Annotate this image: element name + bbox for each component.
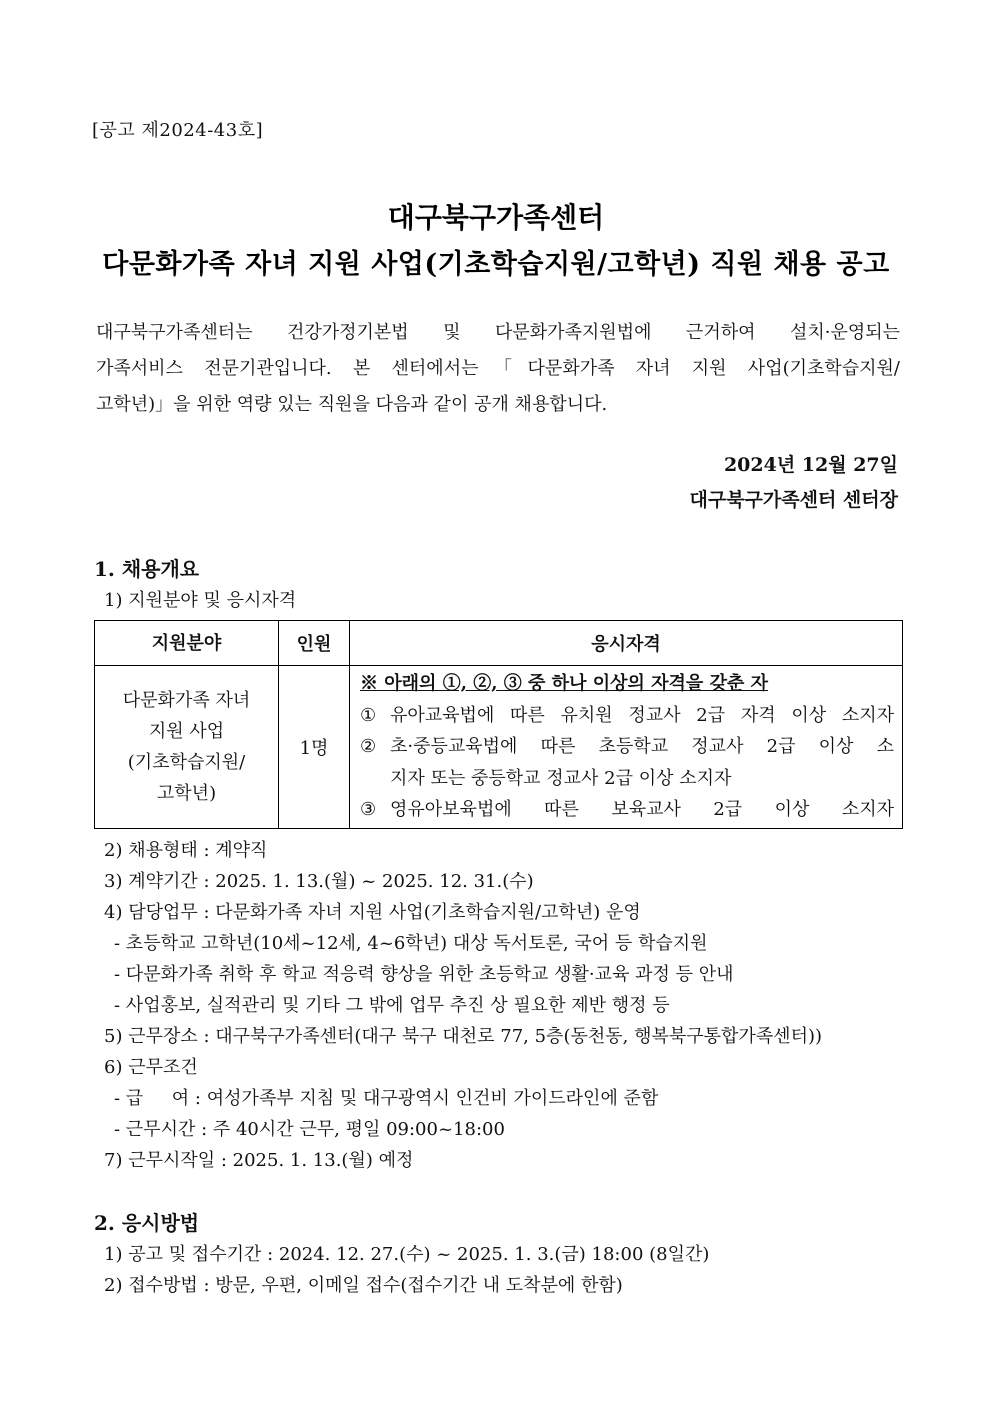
intro-line-2: 가족서비스 전문기관입니다. 본 센터에서는「다문화가족 자녀 지원 사업(기초학습지원/ xyxy=(96,358,900,379)
qualification-text-continued: 지자 또는 중등학교 정교사 2급 이상 소지자 xyxy=(390,767,732,789)
field-line: 지원 사업 xyxy=(148,720,225,742)
qualification-number: ② xyxy=(360,736,377,757)
duty-item: - 다문화가족 취학 후 학교 적응력 향상을 위한 초등학교 생활·교육 과정 등 안내 xyxy=(114,964,734,985)
qualification-number: ① xyxy=(360,704,377,726)
section-1-sub-1: 1) 지원분야 및 응시자격 xyxy=(104,590,297,611)
qualification-cell xyxy=(350,666,903,829)
work-location: 5) 근무장소 : 대구북구가족센터(대구 북구 대천로 77, 5층(동천동, 행복북구통합가족센터)) xyxy=(104,1026,823,1047)
application-method: 2) 접수방법 : 방문, 우편, 이메일 접수(접수기간 내 도착분에 한함) xyxy=(104,1275,623,1296)
qualification-text: 유아교육법에 따른 유치원 정교사 2급 자격 이상 소지자 xyxy=(390,704,894,726)
condition-hours: - 근무시간 : 주 40시간 근무, 평일 09:00~18:00 xyxy=(114,1119,505,1140)
duty-item: - 초등학교 고학년(10세~12세, 4~6학년) 대상 독서토론, 국어 등 학습지원 xyxy=(114,933,708,954)
duty-item: - 사업홍보, 실적관리 및 기타 그 밖에 업무 추진 상 필요한 제반 행정 등 xyxy=(114,995,670,1016)
notice-number: [공고 제2024-43호] xyxy=(92,120,264,141)
header-qualification: 응시자격 xyxy=(350,621,903,666)
condition-salary: - 급 여 : 여성가족부 지침 및 대구광역시 인건비 가이드라인에 준함 xyxy=(114,1088,659,1109)
title-organization: 대구북구가족센터 xyxy=(387,201,605,234)
qualification-item xyxy=(360,794,894,826)
employment-type: 2) 채용형태 : 계약직 xyxy=(104,840,268,861)
qualification-text: 영유아보육법에 따른 보육교사 2급 이상 소지자 xyxy=(390,799,894,820)
work-conditions: 6) 근무조건 xyxy=(104,1057,198,1078)
signer: 대구북구가족센터 센터장 xyxy=(689,489,898,511)
intro-line-1: 대구북구가족센터는 건강가정기본법 및 다문화가족지원법에 근거하여 설치·운영되는 xyxy=(96,322,900,343)
announcement-date: 2024년 12월 27일 xyxy=(723,454,898,476)
field-line: (기초학습지원/ xyxy=(127,751,246,773)
qualification-item xyxy=(360,731,894,794)
section-1-title: 1. 채용개요 xyxy=(94,557,200,581)
header-field: 지원분야 xyxy=(95,621,279,666)
field-cell xyxy=(95,666,279,829)
count-cell: 1명 xyxy=(279,666,350,829)
qualification-header: ※ 아래의 ①, ②, ③ 중 하나 이상의 자격을 갖춘 자 xyxy=(360,673,769,694)
qualification-text: 초·중등교육법에 따른 초등학교 정교사 2급 이상 소 xyxy=(390,736,894,757)
duties: 4) 담당업무 : 다문화가족 자녀 지원 사업(기초학습지원/고학년) 운영 xyxy=(104,902,641,923)
qualification-table xyxy=(94,620,903,829)
table-header-row xyxy=(95,621,903,666)
section-2-title: 2. 응시방법 xyxy=(94,1211,200,1235)
intro-line-3: 고학년)」을 위한 역량 있는 직원을 다음과 같이 공개 채용합니다. xyxy=(96,394,608,415)
header-count: 인원 xyxy=(279,621,350,666)
title-announcement: 다문화가족 자녀 지원 사업(기초학습지원/고학년) 직원 채용 공고 xyxy=(102,249,890,280)
qualification-item xyxy=(360,700,894,732)
contract-period: 3) 계약기간 : 2025. 1. 13.(월) ~ 2025. 12. 31.(수) xyxy=(104,871,534,892)
field-line: 다문화가족 자녀 xyxy=(122,689,251,711)
field-line: 고학년) xyxy=(156,782,217,804)
intro-paragraph xyxy=(96,315,900,423)
start-date: 7) 근무시작일 : 2025. 1. 13.(월) 예정 xyxy=(104,1150,414,1171)
qualification-number: ③ xyxy=(360,799,377,820)
table-row xyxy=(95,666,903,829)
application-period: 1) 공고 및 접수기간 : 2024. 12. 27.(수) ~ 2025. 1. 3.(금) 18:00 (8일간) xyxy=(104,1244,710,1265)
